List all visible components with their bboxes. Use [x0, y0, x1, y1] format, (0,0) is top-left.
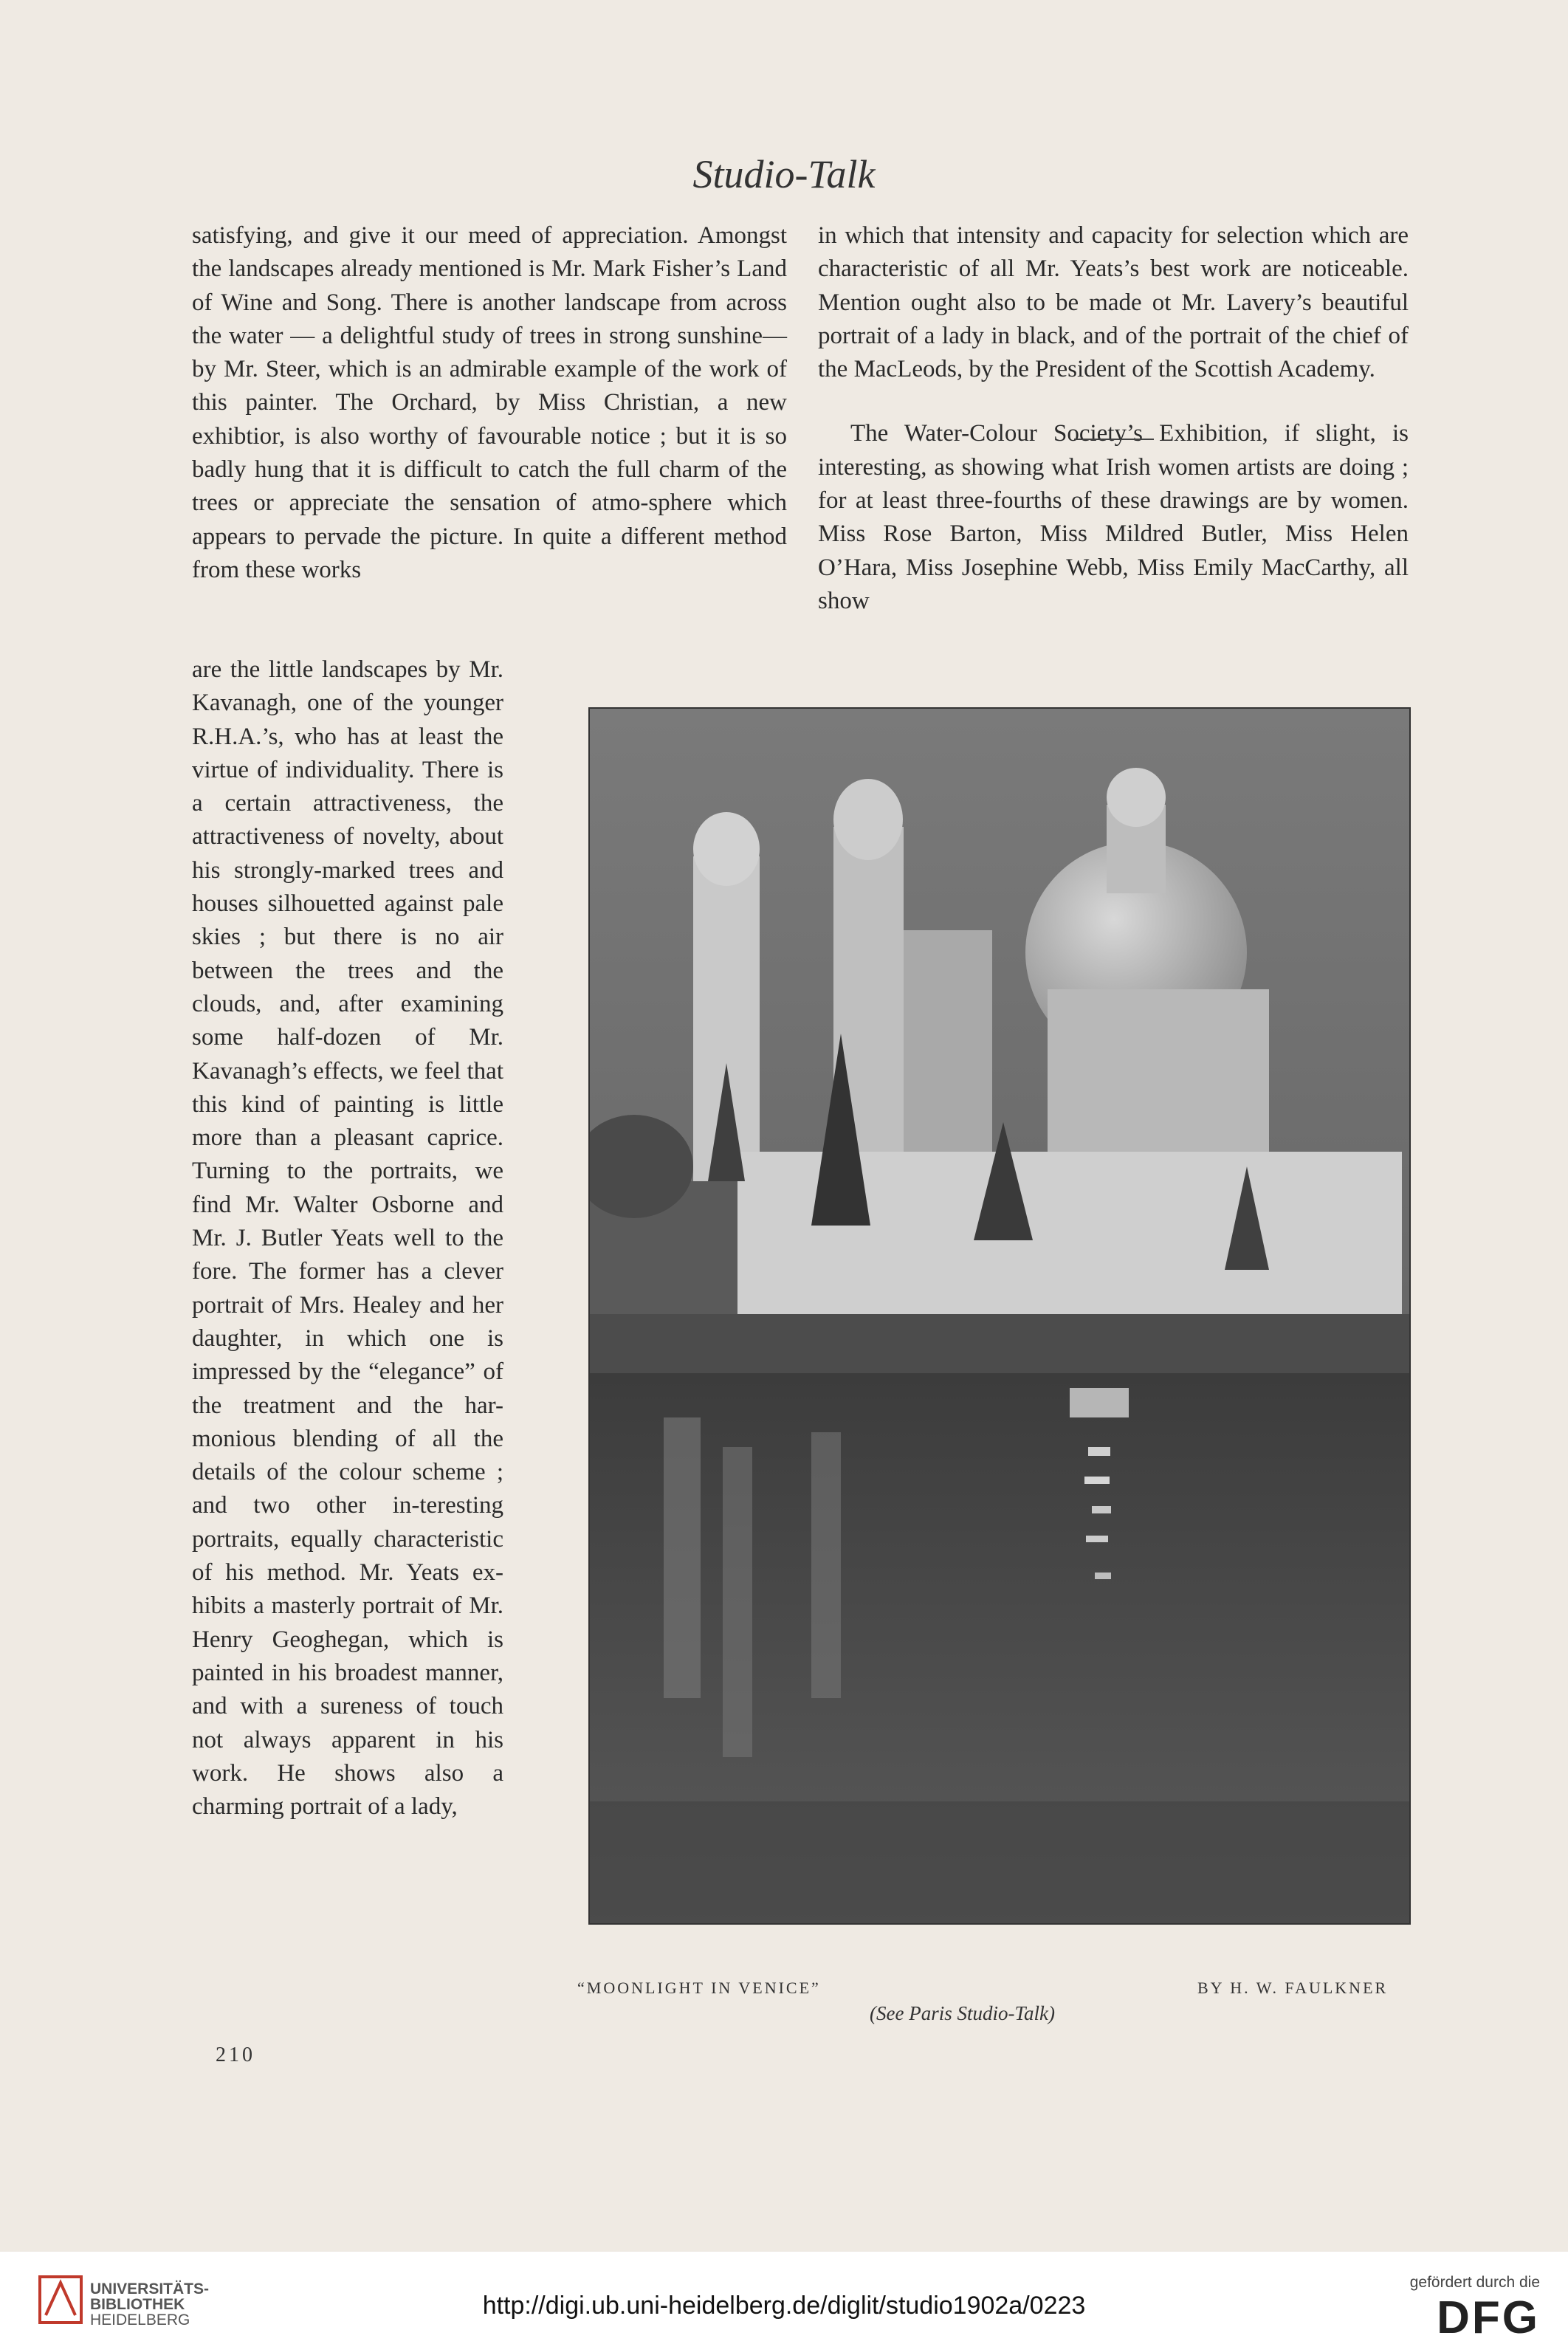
left-column-top — [192, 219, 787, 587]
right-column — [818, 219, 1409, 618]
right-paragraph-1: in which that intensity and capacity for selection which are characteristic of all Mr. Yeats’s best work are noticeable. Mention ought also to be made ot Mr. Lavery’s beautiful portrait of a lady in black, and of the portrait of the chief of the MacLeods, by the President of the Scottish Academy. — [818, 222, 1409, 383]
left-column-narrow — [192, 653, 503, 1824]
section-divider — [1074, 439, 1154, 440]
left-narrow-paragraph: are the little landscapes by Mr. Kavanagh, one of the younger R.H.A.’s, who has at least the virtue of individuality. There is a certain attractiveness, the attractiveness of novelty, about his strongly-marked trees and houses silhouetted against pale skies ; but there is no air between the trees and the clouds, and, after examining some half-dozen of Mr. Kavanagh’s effects, we feel that this kind of painting is little more than a pleasant caprice. Turning to the portraits, we find Mr. Walter Osborne and Mr. J. Butler Yeats well to the fore. The former has a clever portrait of Mrs. Healey and her daughter, in which one is impressed by the “elegance” of the treatment and the har-monious blending of all the details of the colour scheme ; and two other in-teresting portraits, equally characteristic of his method. Mr. Yeats ex-hibits a masterly portrait of Mr. Henry Geoghegan, which is painted in his broadest manner, and with a sureness of touch not always apparent in his work. He shows also a charming portrait of a lady, — [192, 656, 503, 1821]
library-line-3: HEIDELBERG — [90, 2312, 190, 2328]
caption-see-reference: (See Paris Studio-Talk) — [870, 2002, 1055, 2024]
moonlight-venice-image — [590, 709, 1409, 1923]
dfg-logo: DFG — [1437, 2292, 1540, 2343]
funded-by-label: gefördert durch die — [1409, 2274, 1540, 2291]
painting-illustration — [588, 707, 1411, 1925]
right-paragraph-2: The Water-Colour Society’s Exhibition, if slight, is interesting, as showing what Irish women artists are doing ; for at least three-fourths of these drawings are by women. Miss Rose Barton, Miss Mildred Butler, Miss Helen O’Hara, Miss Josephine Webb, Miss Emily MacCarthy, all show — [818, 420, 1409, 614]
left-paragraph: satisfying, and give it our meed of appreciation. Amongst the landscapes already mentioned is Mr. Mark Fisher’s Land of Wine and Song. There is another landscape from across the water — a delightful study of trees in strong sunshine—by Mr. Steer, which is an admirable example of the work of this painter. The Orchard, by Miss Christian, a new exhibtior, is also worthy of favourable notice ; but it is so badly hung that it is difficult to catch the full charm of the trees or appreciate the sensation of atmo-sphere which appears to pervade the picture. In quite a different method from these works — [192, 222, 787, 583]
page-number: 210 — [216, 2044, 255, 2066]
caption-artist: BY H. W. FAULKNER — [1197, 1979, 1389, 1997]
source-url-link[interactable]: http://digi.ub.uni-heidelberg.de/diglit/studio1902a/0223 — [482, 2292, 1086, 2320]
library-line-1: UNIVERSITÄTS- — [90, 2281, 210, 2297]
running-head: Studio-Talk — [692, 152, 876, 196]
caption-title: “MOONLIGHT IN VENICE” — [577, 1979, 821, 1997]
library-line-2: BIBLIOTHEK — [90, 2296, 185, 2313]
digitization-footer — [0, 2252, 1568, 2343]
